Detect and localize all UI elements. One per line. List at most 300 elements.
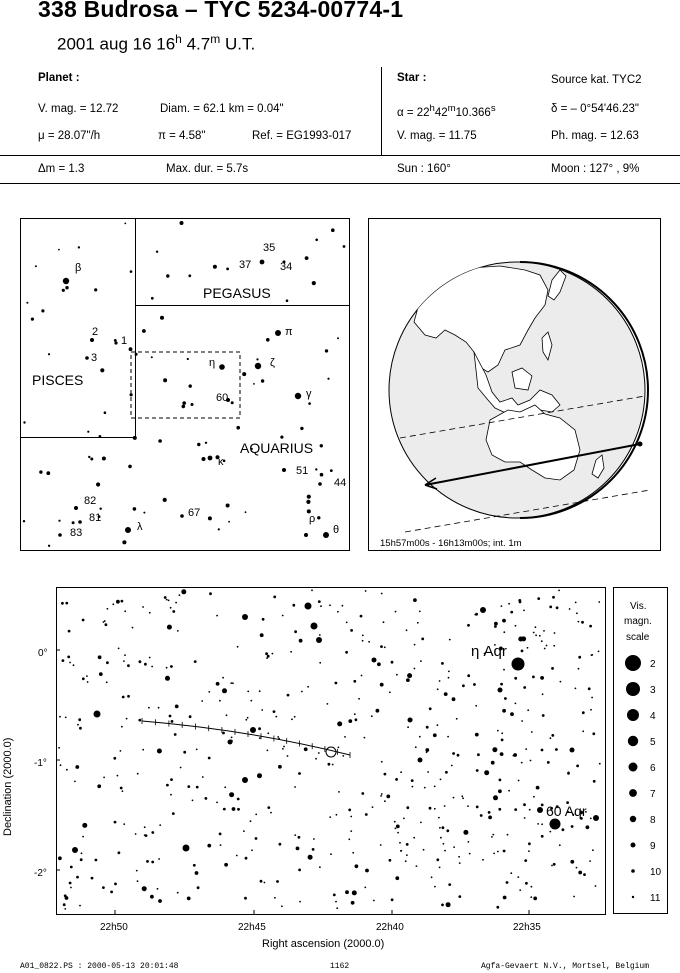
finder-star [260,260,265,265]
finder-star [218,528,220,530]
field-star [434,786,436,788]
field-star [243,830,245,832]
scale-label-3: 3 [650,685,656,696]
field-star [175,705,179,709]
field-star [527,647,529,649]
finder-star [31,318,34,321]
finder-star [163,498,167,502]
field-star [396,674,398,676]
field-star [157,749,162,754]
field-star [395,611,397,613]
field-star [232,807,236,811]
field-star [342,755,344,757]
field-star [174,733,177,736]
field-star [442,826,445,829]
field-star [444,692,448,696]
globe-panel [368,218,661,551]
field-star [556,606,559,609]
field-star [521,650,524,653]
finder-star [320,444,323,447]
xtick-2: 22h40 [376,922,404,933]
field-star [171,720,174,723]
field-star [446,902,451,907]
field-star [208,757,211,760]
field-star [195,871,199,875]
field-star [123,823,125,825]
field-star [80,858,83,861]
field-star [439,867,441,869]
field-star [282,615,284,617]
xtick-1: 22h45 [238,922,266,933]
star-phmag: Ph. mag. = 12.63 [551,130,639,142]
alpha-m: m [447,103,456,114]
finder-star [85,356,89,360]
field-star [237,798,240,801]
field-star [320,605,322,607]
field-star [122,696,125,699]
field-star [267,655,270,658]
field-star [362,640,364,642]
finder-star [312,281,316,285]
field-star [63,903,66,906]
field-star [448,671,450,673]
field-star [482,859,484,861]
field-star [183,751,186,754]
field-star [69,662,71,664]
field-star [529,809,531,811]
field-star [406,629,408,631]
field-star [149,657,151,659]
field-star [361,792,364,795]
field-star [372,658,377,663]
field-star [499,779,502,782]
finder-star [280,436,283,439]
field-star [329,816,331,818]
field-star [411,779,414,782]
alpha-b: 42 [434,106,448,119]
field-star [177,630,179,632]
field-star [255,814,257,816]
field-star [319,662,321,664]
finder-star [156,251,158,253]
field-star [395,876,399,880]
finder-star [39,470,42,473]
field-star [138,719,141,722]
field-star [537,823,539,825]
field-star [183,845,190,852]
field-star [296,847,300,851]
finder-star [48,353,50,355]
scale-dot-6 [629,763,638,772]
field-star [358,698,360,700]
field-star [187,897,191,901]
field-star [335,682,338,685]
finder-star [35,265,37,267]
field-star [589,625,592,628]
field-star [461,795,463,797]
field-star [417,622,419,624]
finder-star [219,364,225,370]
x-axis-label: Right ascension (2000.0) [262,938,385,950]
field-star [441,904,444,907]
eta-aqr-label: η Aqr [471,643,507,660]
field-star [498,789,502,793]
field-star [76,876,79,879]
y-tick-labels [34,648,48,879]
finder-star [163,378,167,382]
finder-star [208,516,212,520]
finder-star [182,401,186,405]
field-star [245,857,248,860]
field-star [389,859,392,862]
finder-star [78,520,82,524]
finder-star [307,495,311,499]
finder-label-2: 1 [121,335,128,347]
field-star [426,726,429,729]
field-star [242,614,248,620]
field-star [543,630,545,632]
field-star [524,859,527,862]
field-star [65,602,68,605]
field-star [364,887,366,889]
field-star [493,853,495,855]
field-star [275,716,277,718]
field-star [345,890,349,894]
finder-star [125,527,131,533]
finder-label-15: 82 [84,495,97,507]
sixty-aqr-label: 60 Aqr [546,803,587,819]
field-star [73,664,75,666]
field-star [540,676,544,680]
field-star [524,817,526,819]
field-star [521,720,523,722]
field-star [436,858,439,861]
field-star [223,808,226,811]
field-star [64,908,66,910]
finder-star [48,545,50,547]
field-star [453,846,455,848]
field-star [539,635,541,637]
planet-diam: Diam. = 62.1 km = 0.04" [160,103,284,115]
field-star [350,816,352,818]
field-star [532,676,535,679]
field-star [514,677,517,680]
field-star [107,608,109,610]
finder-star [231,401,234,404]
field-star [272,653,274,655]
finder-label-17: 83 [70,527,83,539]
field-star [348,719,352,723]
planet-heading: Planet : [38,72,80,84]
date-m: m [210,32,221,46]
field-star [172,812,175,815]
field-star [328,763,331,766]
field-star [551,865,553,867]
field-star [434,886,436,888]
field-star [510,872,512,874]
field-star [219,833,222,836]
field-star [426,751,428,753]
field-star [570,860,574,864]
finder-star [100,368,104,372]
field-star [251,849,253,851]
field-star [69,882,72,885]
field-star [276,880,279,883]
field-star [267,732,269,734]
field-star [494,622,498,626]
finder-star [315,239,318,242]
field-star [542,693,544,695]
field-star [364,737,366,739]
field-star [512,658,525,671]
field-star [452,752,455,755]
field-star [342,605,344,607]
field-star [301,691,303,693]
field-star [525,882,528,885]
field-star [149,612,151,614]
field-star [329,604,331,606]
field-star [205,797,208,800]
field-star [170,665,173,668]
finder-star [46,471,50,475]
field-star [170,607,172,609]
field-star [267,806,270,809]
field-star [541,749,544,752]
field-star [139,660,142,663]
field-star [530,760,532,762]
star-heading: Star : [397,72,427,84]
field-star [208,691,210,693]
field-star [493,795,498,800]
scale-dot-5 [628,736,638,746]
field-star [576,867,578,869]
field-star [265,652,268,655]
field-star [518,599,521,602]
finder-label-3: 3 [91,352,98,364]
field-star [380,683,384,687]
field-star [452,697,456,701]
field-star [469,853,471,855]
field-star [457,754,460,757]
field-star [381,761,383,763]
field-star [279,843,282,846]
field-star [441,662,444,665]
field-star [180,767,182,769]
finder-star [142,329,146,333]
finder-star [275,330,281,336]
field-star [166,599,168,601]
finder-star [23,421,25,423]
field-star [137,773,139,775]
field-star [237,646,239,648]
field-star [525,748,527,750]
finder-star [99,435,102,438]
field-star [412,786,414,788]
alpha-h: h [429,103,435,114]
finder-star [128,465,132,469]
planet-parallax: π = 4.58" [158,130,206,142]
field-star [380,795,382,797]
field-star [419,736,421,738]
finder-label-19: 67 [188,507,201,519]
field-star [381,793,383,795]
field-star [494,625,497,628]
field-star [407,726,409,728]
field-star [291,718,293,720]
field-star [337,721,342,726]
field-star [229,792,234,797]
scale-dot-9 [631,843,636,848]
field-star [126,718,128,720]
field-star [319,634,321,636]
field-star [348,838,350,840]
scale-title-2: magn. [624,616,652,627]
field-star [449,639,451,641]
field-star [429,707,432,710]
field-star [166,667,168,669]
finder-star [158,439,162,443]
scale-dot-2 [625,655,641,671]
field-star [151,861,154,864]
finder-star [130,393,133,396]
field-star [541,823,543,825]
field-star [194,660,197,663]
field-star [145,834,148,837]
finder-star [65,286,68,289]
field-star [501,732,503,734]
field-star [209,592,212,595]
field-star [542,714,545,717]
scale-dot-8 [630,816,636,822]
field-star [127,664,130,667]
field-star [65,717,67,719]
field-star [547,761,550,764]
star-alpha [397,103,496,119]
field-star [232,682,234,684]
field-star [368,641,370,643]
scale-label-8: 8 [650,815,656,826]
finder-star [205,442,207,444]
field-star [586,825,590,829]
field-star [259,737,261,739]
field-star [503,896,507,900]
field-star [121,600,124,603]
field-star [106,661,109,664]
field-star [65,896,69,900]
finder-label-1: 2 [92,326,99,338]
field-star [391,661,394,664]
finder-label-4: 35 [263,242,276,254]
field-star [517,876,519,878]
finder-star [308,402,311,405]
field-star [373,900,375,902]
field-star [491,836,493,838]
field-star [253,729,255,731]
field-star [443,843,445,845]
field-star [380,645,383,648]
alpha-a: α = 22 [397,106,430,119]
field-star [380,844,382,846]
field-star [394,821,396,823]
field-star [202,776,204,778]
field-star [583,873,586,876]
field-star [431,876,433,878]
field-star [497,730,499,732]
field-star [406,843,409,846]
field-star [150,895,154,899]
finder-star [151,356,153,358]
field-star [192,800,194,802]
globe-caption: 15h57m00s - 16h13m00s; int. 1m [380,538,522,549]
field-star [337,611,339,613]
field-star [308,855,313,860]
field-star [453,797,455,799]
finder-star [114,339,117,342]
field-star [423,849,425,851]
field-star [187,785,190,788]
finder-star [226,268,229,271]
field-star [273,710,276,713]
field-star [421,638,424,641]
field-star [414,644,416,646]
finder-star [304,533,308,537]
field-star [510,611,513,614]
sun-elongation: Sun : 160° [397,163,451,175]
date-h: h [175,32,182,46]
finder-star [228,521,230,523]
field-star [475,733,479,737]
field-star [395,778,398,781]
field-star [591,654,593,656]
field-star [467,624,470,627]
field-star [298,869,301,872]
finder-label-5: 37 [239,259,252,271]
field-star [444,805,446,807]
field-star [591,697,593,699]
field-star [427,771,429,773]
field-star [400,771,402,773]
field-star [352,890,357,895]
field-star [311,589,313,591]
field-star [354,713,356,715]
field-star [533,796,535,798]
field-star [110,891,113,894]
field-star [222,677,224,679]
finder-star [317,516,320,519]
field-star [560,681,562,683]
field-star [576,765,579,768]
field-star [307,686,309,688]
planet-vmag: V. mag. = 12.72 [38,103,119,115]
field-star [413,837,415,839]
field-star [207,844,211,848]
field-star [537,807,543,813]
field-star [513,755,515,757]
field-star [230,740,233,743]
field-star [406,806,409,809]
field-star [304,747,308,751]
finder-star [72,521,75,524]
finder-star [337,337,339,339]
field-star [67,656,70,659]
finder-star [180,221,184,225]
field-star [362,635,364,637]
field-star [220,844,222,846]
field-star [573,896,575,898]
field-star [458,895,461,898]
field-star [500,683,503,686]
field-star [515,703,517,705]
